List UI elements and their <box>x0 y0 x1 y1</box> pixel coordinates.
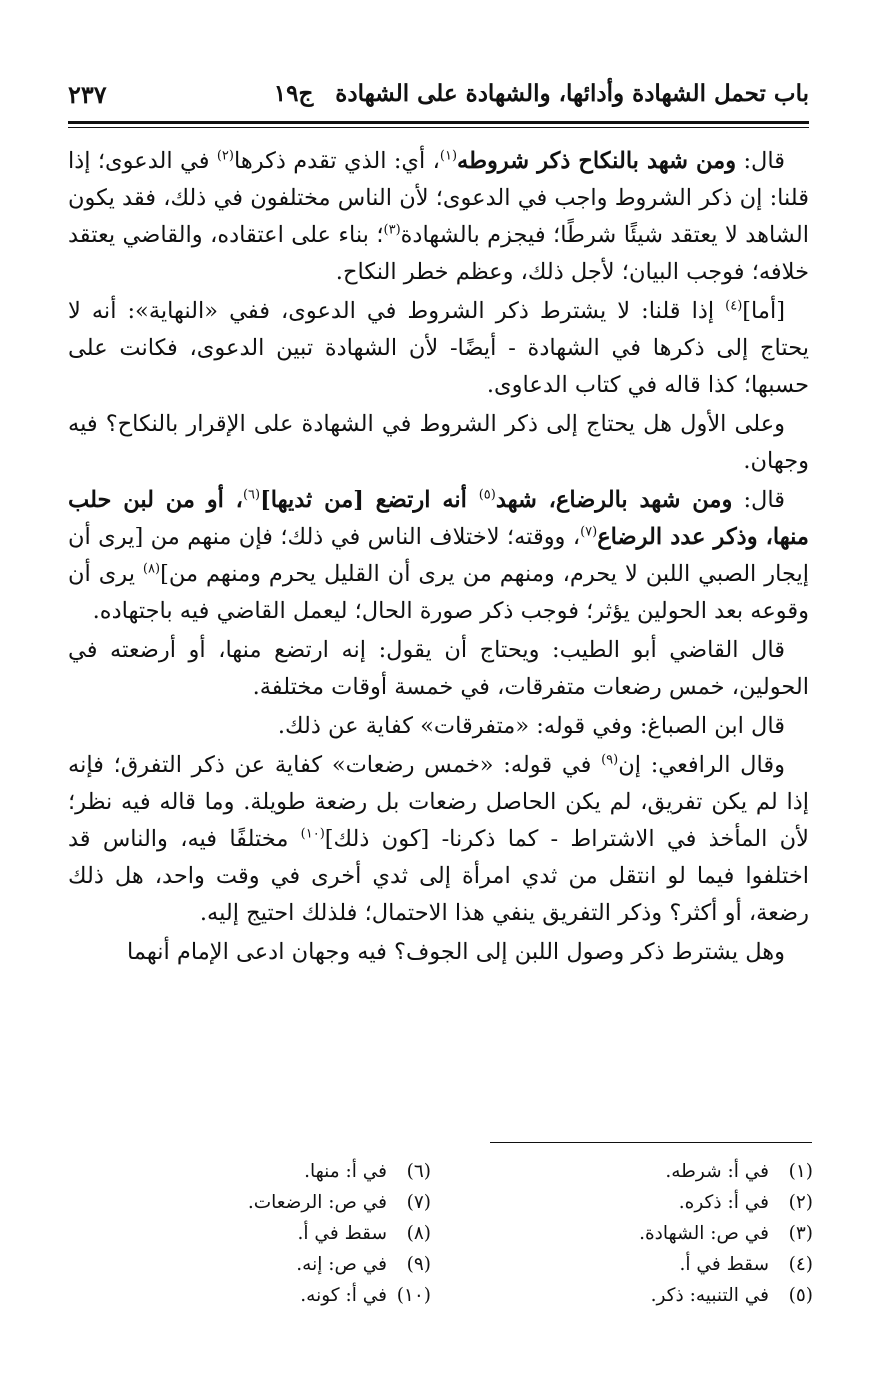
bold-text: ومن شهد بالنكاح ذكر شروطه <box>457 148 737 174</box>
text-segment: وعلى الأول هل يحتاج إلى ذكر الشروط في الشهادة على الإقرار بالنكاح؟ فيه وجهان. <box>68 411 809 474</box>
bold-text: ، أو من لبن حلب منها، وذكر عدد الرضاع <box>68 487 809 550</box>
footnote-item <box>101 1218 431 1249</box>
chapter-title: باب تحمل الشهادة وأدائها، والشهادة على الشهادة <box>335 80 809 107</box>
footnote-text: في أ: كونه. <box>300 1285 387 1306</box>
footnote-marker: (٦) <box>242 487 261 503</box>
footnote-number: (٦) <box>406 1161 431 1182</box>
footnote-text: في التنبيه: ذكر. <box>650 1285 769 1306</box>
footnote-text: في ص: إنه. <box>296 1254 387 1275</box>
footnote-marker: (١٠) <box>300 826 325 842</box>
body-paragraph <box>68 293 809 404</box>
footnote-number: (١) <box>788 1161 813 1182</box>
footnote-text: في أ: شرطه. <box>665 1161 769 1182</box>
footnote-marker: (٧) <box>580 524 598 540</box>
header-rule-thick <box>68 121 809 124</box>
footnote-item <box>483 1280 813 1311</box>
body-paragraph <box>68 482 809 630</box>
text-segment: في قوله: «خمس رضعات» كفاية عن ذكر التفرق؛ فإنه إذا لم يكن تفريق، لم يكن الحاصل رضعات بل رضعة طويلة. وما قاله فيه نظر؛ لأن المأخذ في الاشتراط - كما ذكرنا- [كون ذلك] <box>68 752 809 852</box>
footnote-marker: (١) <box>439 148 458 164</box>
footnote-marker: (٣) <box>383 222 401 238</box>
footnote-marker: (٢) <box>216 148 234 164</box>
footnote-item <box>101 1187 431 1218</box>
footnote-text: سقط في أ. <box>679 1254 769 1275</box>
footnote-number: (١٠) <box>396 1285 431 1306</box>
bold-text: ومن شهد بالرضاع، شهد <box>495 487 733 513</box>
text-segment: ؛ بناء على اعتقاده، والقاضي يعتقد خلافه؛ فوجب البيان؛ لأجل ذلك، وعظم خطر النكاح. <box>68 222 809 285</box>
page-number: ٢٣٧ <box>68 80 107 109</box>
bold-text: أنه ارتضع [من ثديها] <box>260 487 479 513</box>
text-segment: ، ووقته؛ لاختلاف الناس في ذلك؛ فإن منهم من [يرى أن إيجار الصبي اللبن لا يحرم، ومنهم من يرى أن القليل يحرم ومنهم من] <box>68 524 809 587</box>
footnote-item <box>483 1218 813 1249</box>
footnote-number: (٢) <box>788 1192 813 1213</box>
running-header <box>68 80 809 120</box>
body-paragraph <box>68 708 809 745</box>
footnote-item <box>101 1249 431 1280</box>
text-segment: وقال الرافعي: إن <box>618 752 785 778</box>
footnote-marker: (٨) <box>142 561 161 577</box>
footnote-text: في ص: الشهادة. <box>639 1223 769 1244</box>
body-paragraph <box>68 747 809 932</box>
text-segment: في الدعوى؛ إذا قلنا: إن ذكر الشروط واجب في الدعوى؛ لأن الناس مختلفون في ذلك، فقد يكون الشاهد لا يعتقد شيئًا شرطًا؛ فيجزم بالشهادة <box>68 148 809 248</box>
footnotes-column-left <box>101 1156 431 1311</box>
text-segment: وهل يشترط ذكر وصول اللبن إلى الجوف؟ فيه وجهان ادعى الإمام أنهما <box>127 939 785 965</box>
body-paragraph <box>68 632 809 706</box>
body-paragraph <box>68 143 809 291</box>
footnote-number: (٤) <box>788 1254 813 1275</box>
footnote-number: (٨) <box>406 1223 431 1244</box>
footnote-item <box>483 1156 813 1187</box>
volume-label: ج١٩ <box>273 80 314 107</box>
text-segment: يرى أن وقوعه بعد الحولين يؤثر؛ فوجب ذكر صورة الحال؛ ليعمل القاضي فيه باجتهاده. <box>68 561 809 624</box>
footnote-number: (٣) <box>788 1223 813 1244</box>
header-title-block <box>274 80 809 107</box>
footnote-text: في أ: منها. <box>304 1161 387 1182</box>
text-segment: قال ابن الصباغ: وفي قوله: «متفرقات» كفاية عن ذلك. <box>277 713 785 739</box>
footnote-marker: (٥) <box>478 487 496 503</box>
text-segment: قال: <box>736 148 786 174</box>
header-rule-thin <box>68 127 809 128</box>
footnote-item <box>101 1280 431 1311</box>
body-paragraph <box>68 406 809 480</box>
footnote-marker: (٤) <box>725 298 743 314</box>
text-segment: قال القاضي أبو الطيب: ويحتاج أن يقول: إنه ارتضع منها، أو أرضعته في الحولين، خمس رضعات متفرقات، في خمسة أوقات مختلفة. <box>68 637 809 700</box>
main-text <box>68 143 809 973</box>
text-segment: ، أي: الذي تقدم ذكرها <box>233 148 440 174</box>
footnote-number: (٥) <box>788 1285 813 1306</box>
footnotes-column-right <box>483 1156 813 1311</box>
footnote-item <box>483 1187 813 1218</box>
footnote-item <box>101 1156 431 1187</box>
footnote-number: (٧) <box>406 1192 431 1213</box>
footnote-number: (٩) <box>406 1254 431 1275</box>
text-segment: إذا قلنا: لا يشترط ذكر الشروط في الدعوى، ففي «النهاية»: أنه لا يحتاج إلى ذكرها في الشهادة - أيضًا- لأن الشهادة تبين الدعوى، فكانت على حسبها؛ كذا قاله في كتاب الدعاوى. <box>68 298 809 398</box>
footnote-separator <box>490 1142 812 1143</box>
footnote-text: سقط في أ. <box>297 1223 387 1244</box>
footnote-item <box>483 1249 813 1280</box>
footnote-text: في أ: ذكره. <box>678 1192 769 1213</box>
footnote-text: في ص: الرضعات. <box>247 1192 387 1213</box>
footnote-marker: (٩) <box>601 752 619 768</box>
text-segment: [أما] <box>742 298 785 324</box>
body-paragraph <box>68 934 809 971</box>
text-segment: قال: <box>732 487 786 513</box>
text-segment: مختلفًا فيه، والناس قد اختلفوا فيما لو انتقل من ثدي امرأة إلى ثدي أخرى في وقت واحد، هل ذلك رضعة، أو أكثر؟ وذكر التفريق ينفي هذا الاحتمال؛ فلذلك احتيج إليه. <box>68 826 809 926</box>
